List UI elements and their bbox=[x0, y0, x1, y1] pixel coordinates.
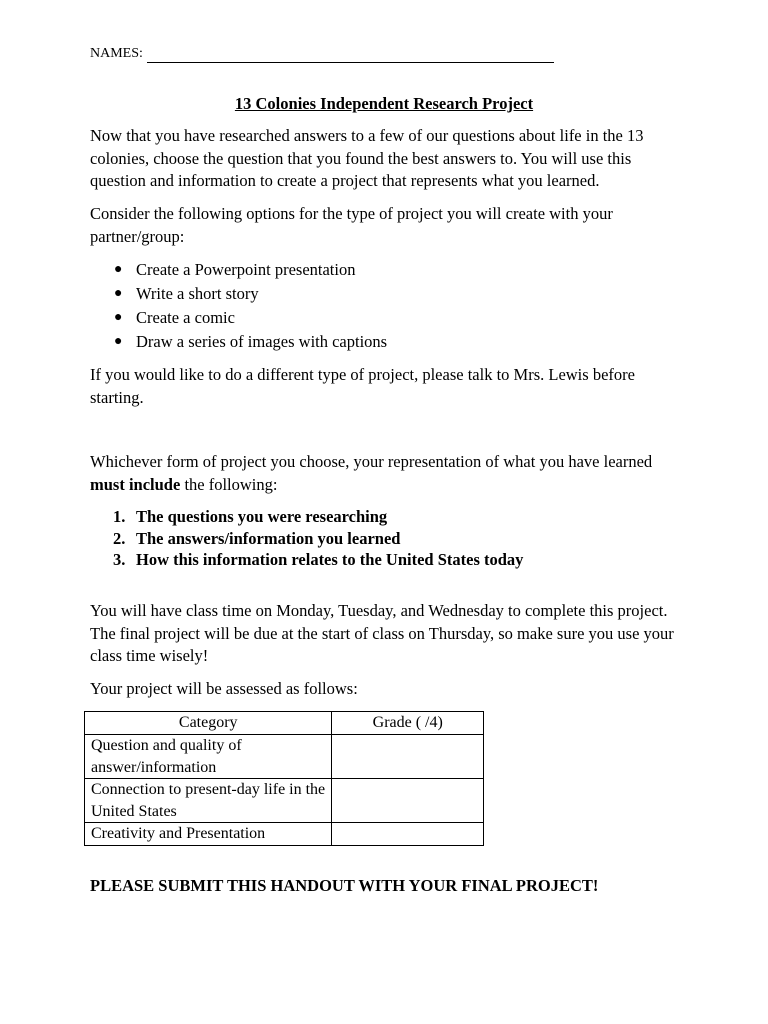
rubric-table bbox=[84, 711, 484, 846]
list-item: ● Write a short story bbox=[90, 282, 387, 306]
project-options-list bbox=[90, 258, 387, 354]
submit-instruction: PLEASE SUBMIT THIS HANDOUT WITH YOUR FINAL PROJECT! bbox=[90, 876, 599, 895]
column-header-category: Category bbox=[85, 712, 332, 735]
rubric-grade-cell bbox=[332, 823, 484, 846]
different-project-note: If you would like to do a different type of project, please talk to Mrs. Lewis before starting. bbox=[90, 365, 635, 407]
options-intro: Consider the following options for the type of project you will create with your partner/group: bbox=[90, 204, 613, 246]
requirements-intro: Whichever form of project you choose, your representation of what you have learned must include the following: bbox=[90, 452, 653, 494]
assessment-intro: Your project will be assessed as follows: bbox=[90, 679, 358, 698]
list-item: ● Create a comic bbox=[90, 306, 387, 330]
names-blank-line bbox=[147, 62, 554, 63]
names-label: NAMES: bbox=[90, 46, 143, 61]
rubric-category: Question and quality of answer/information bbox=[85, 735, 332, 779]
bullet-icon: ● bbox=[114, 334, 123, 349]
rubric-grade-cell bbox=[332, 735, 484, 779]
list-item: ● Draw a series of images with captions bbox=[90, 330, 387, 354]
page-title: 13 Colonies Independent Research Project bbox=[234, 94, 534, 113]
table-header-row bbox=[85, 712, 484, 735]
bullet-icon: ● bbox=[114, 262, 123, 277]
table-row bbox=[85, 823, 484, 846]
requirements-list bbox=[90, 506, 523, 571]
table-row bbox=[85, 779, 484, 823]
column-header-grade: Grade ( /4) bbox=[332, 712, 484, 735]
rubric-grade-cell bbox=[332, 779, 484, 823]
list-item: 1. The questions you were researching bbox=[113, 507, 388, 526]
rubric-category: Connection to present-day life in the United States bbox=[85, 779, 332, 823]
list-item: ● Create a Powerpoint presentation bbox=[90, 258, 387, 282]
rubric-category: Creativity and Presentation bbox=[85, 823, 332, 846]
bullet-icon: ● bbox=[114, 286, 123, 301]
bullet-icon: ● bbox=[114, 310, 123, 325]
intro-paragraph: Now that you have researched answers to a few of our questions about life in the 13 colonies, choose the question that you found the best answers to. You will use this question and information to create a project that represents what you learned. bbox=[90, 126, 644, 190]
table-row bbox=[85, 735, 484, 779]
list-item: 3. How this information relates to the United States today bbox=[113, 550, 524, 569]
schedule-paragraph: You will have class time on Monday, Tuesday, and Wednesday to complete this project. The final project will be due at the start of class on Thursday, so make sure you use your class time wisely! bbox=[90, 601, 674, 665]
list-item: 2. The answers/information you learned bbox=[113, 528, 401, 548]
